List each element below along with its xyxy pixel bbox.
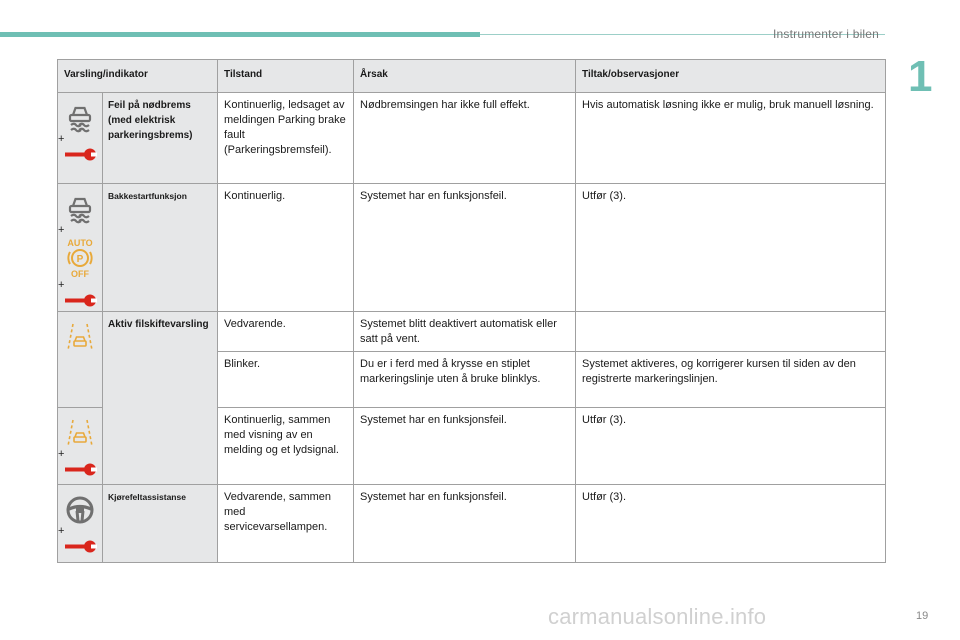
chapter-number: 1 <box>908 52 933 101</box>
condition-cell: Kontinuerlig, sammen med visning av en melding og et lydsignal. <box>218 408 354 485</box>
plus-sign: + <box>58 133 65 145</box>
cause-cell: Systemet blitt deaktivert automatisk eller satt på vent. <box>354 312 576 352</box>
indicator-icon-cell <box>58 312 103 408</box>
condition-cell: Kontinuerlig. <box>218 184 354 312</box>
cause-cell: Systemet har en funksjonsfeil. <box>354 485 576 563</box>
action-cell: Utfør (3). <box>576 408 886 485</box>
steering-wheel-icon <box>65 495 95 525</box>
header-accent-bar <box>0 32 480 37</box>
condition-cell: Blinker. <box>218 352 354 408</box>
wrench-icon <box>63 292 97 308</box>
svg-text:AUTO: AUTO <box>67 238 93 248</box>
condition-cell: Kontinuerlig, ledsaget av meldingen Parking brake fault (Parkeringsbremsfeil). <box>218 93 354 184</box>
section-title: Instrumenter i bilen <box>773 27 880 41</box>
warning-indicator-table <box>57 59 886 563</box>
condition-cell: Vedvarende. <box>218 312 354 352</box>
watermark: carmanualsonline.info <box>548 604 767 629</box>
page-number: 19 <box>916 610 929 622</box>
plus-sign: + <box>58 224 65 236</box>
svg-text:OFF: OFF <box>71 269 89 279</box>
column-header: Varsling/indikator <box>58 60 218 93</box>
plus-sign: + <box>58 525 65 537</box>
indicator-name: Kjørefeltassistanse <box>103 485 218 563</box>
plus-sign: + <box>58 279 65 291</box>
table-row <box>58 485 886 563</box>
car-skid-icon <box>65 103 95 133</box>
car-skid-icon <box>65 194 95 224</box>
column-header: Tilstand <box>218 60 354 93</box>
indicator-icon-cell <box>58 184 103 312</box>
indicator-icon-cell <box>58 408 103 485</box>
action-cell: Utfør (3). <box>576 485 886 563</box>
lane-departure-icon <box>65 322 95 352</box>
wrench-icon <box>63 146 97 162</box>
action-cell: Hvis automatisk løsning ikke er mulig, bruk manuell løsning. <box>576 93 886 184</box>
wrench-icon <box>63 538 97 554</box>
wrench-icon <box>63 461 97 477</box>
lane-departure-icon <box>65 418 95 448</box>
cause-cell: Nødbremsingen har ikke full effekt. <box>354 93 576 184</box>
action-cell: Systemet aktiveres, og korrigerer kursen til siden av den registrerte markeringslinjen. <box>576 352 886 408</box>
auto-park-icon <box>63 237 97 279</box>
column-header: Tiltak/observasjoner <box>576 60 886 93</box>
cause-cell: Du er i ferd med å krysse en stiplet markeringslinje uten å bruke blinklys. <box>354 352 576 408</box>
plus-sign: + <box>58 448 65 460</box>
indicator-name: Aktiv filskiftevarsling <box>103 312 218 485</box>
svg-text:P: P <box>76 254 84 265</box>
indicator-name: Feil på nødbrems (med elektrisk parkeringsbrems) <box>103 93 218 184</box>
table-header-row <box>58 60 886 93</box>
action-cell <box>576 312 886 352</box>
condition-cell: Vedvarende, sammen med servicevarsellampen. <box>218 485 354 563</box>
column-header: Årsak <box>354 60 576 93</box>
indicator-icon-cell <box>58 93 103 184</box>
cause-cell: Systemet har en funksjonsfeil. <box>354 184 576 312</box>
table-row <box>58 93 886 184</box>
table-row <box>58 312 886 352</box>
action-cell: Utfør (3). <box>576 184 886 312</box>
indicator-icon-cell <box>58 485 103 563</box>
indicator-name: Bakkestartfunksjon <box>103 184 218 312</box>
cause-cell: Systemet har en funksjonsfeil. <box>354 408 576 485</box>
table-row <box>58 184 886 312</box>
